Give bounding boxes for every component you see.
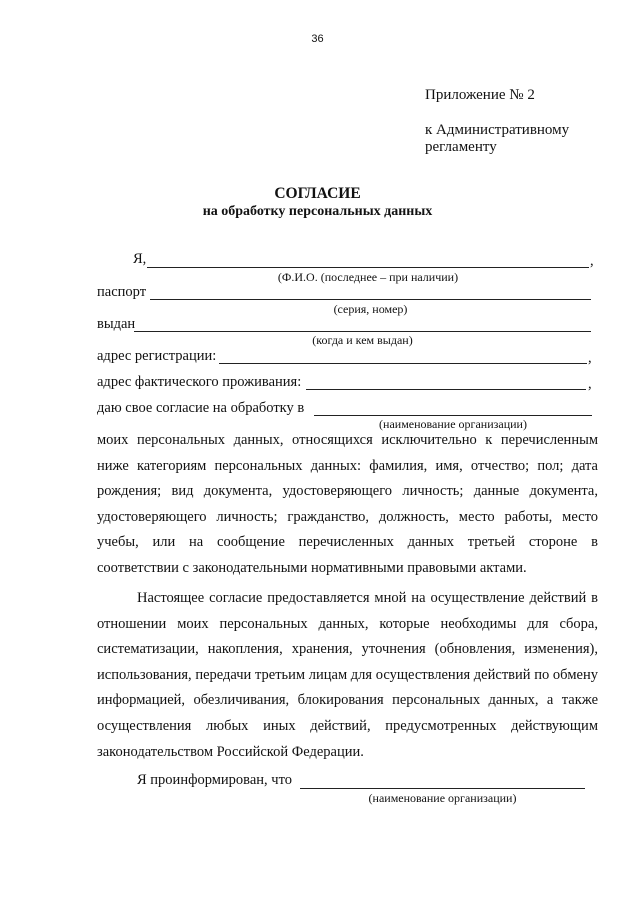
actual-address-label: адрес фактического проживания: <box>97 374 302 390</box>
consent-org-field-line[interactable] <box>314 415 592 416</box>
document-title: СОГЛАСИЕ <box>274 185 361 202</box>
issued-caption: (когда и кем выдан) <box>312 333 413 347</box>
issued-label: выдан <box>97 316 136 332</box>
consent-to-label: даю свое согласие на обработку в <box>97 400 305 416</box>
paragraph-consent-scope <box>97 586 598 765</box>
appendix-number: Приложение № 2 <box>425 87 535 103</box>
fio-field-line[interactable] <box>147 267 589 268</box>
reg-address-label: адрес регистрации: <box>97 348 217 364</box>
ya-label: Я, <box>133 251 147 267</box>
informed-label: Я проинформирован, что <box>137 772 292 788</box>
fio-comma: , <box>590 253 594 269</box>
reg-address-comma: , <box>588 350 592 366</box>
fio-caption: (Ф.И.О. (последнее – при наличии) <box>277 270 459 284</box>
actual-address-field-line[interactable] <box>306 389 586 390</box>
passport-label: паспорт <box>97 284 147 300</box>
consent-org-caption: (наименование организации) <box>379 417 527 431</box>
appendix-to-line1: к Административному <box>425 122 570 138</box>
passport-field-line[interactable] <box>150 299 591 300</box>
informed-org-field-line[interactable] <box>300 788 585 789</box>
paragraph-personal-data-categories: моих персональных данных, относящихся исключительно к перечисленным ниже категориям персональных данных: фамилия, имя, отчество; пол; дата рождения; вид документа, удостоверяющего личность; данные документа, удостоверяющего личность; гражданство, должность, место работы, место учебы, или на сообщение перечисленных данных третьей стороне в соответствии с законодательными нормативными правовыми актами. <box>97 432 598 576</box>
actual-address-comma: , <box>588 376 592 392</box>
issued-field-line[interactable] <box>134 331 591 332</box>
passport-caption: (серия, номер) <box>333 302 408 316</box>
document-subtitle: на обработку персональных данных <box>202 204 433 219</box>
reg-address-field-line[interactable] <box>219 363 587 364</box>
paragraph-consent-scope-text: Настоящее согласие предоставляется мной на осуществление действий в отношении моих персональных данных, которые необходимы для сбора, систематизации, накопления, хранения, уточнения (обновления, изменения), использования, передачи третьим лицам для осуществления действий по обмену информацией, обезличивания, блокирования персональных данных, а также осуществления любых иных действий, предусмотренных действующим законодательством Российской Федерации. <box>97 590 598 760</box>
appendix-to-line2: регламенту <box>425 139 497 155</box>
informed-org-caption: (наименование организации) <box>368 791 517 805</box>
page-number: 36 <box>311 33 324 45</box>
